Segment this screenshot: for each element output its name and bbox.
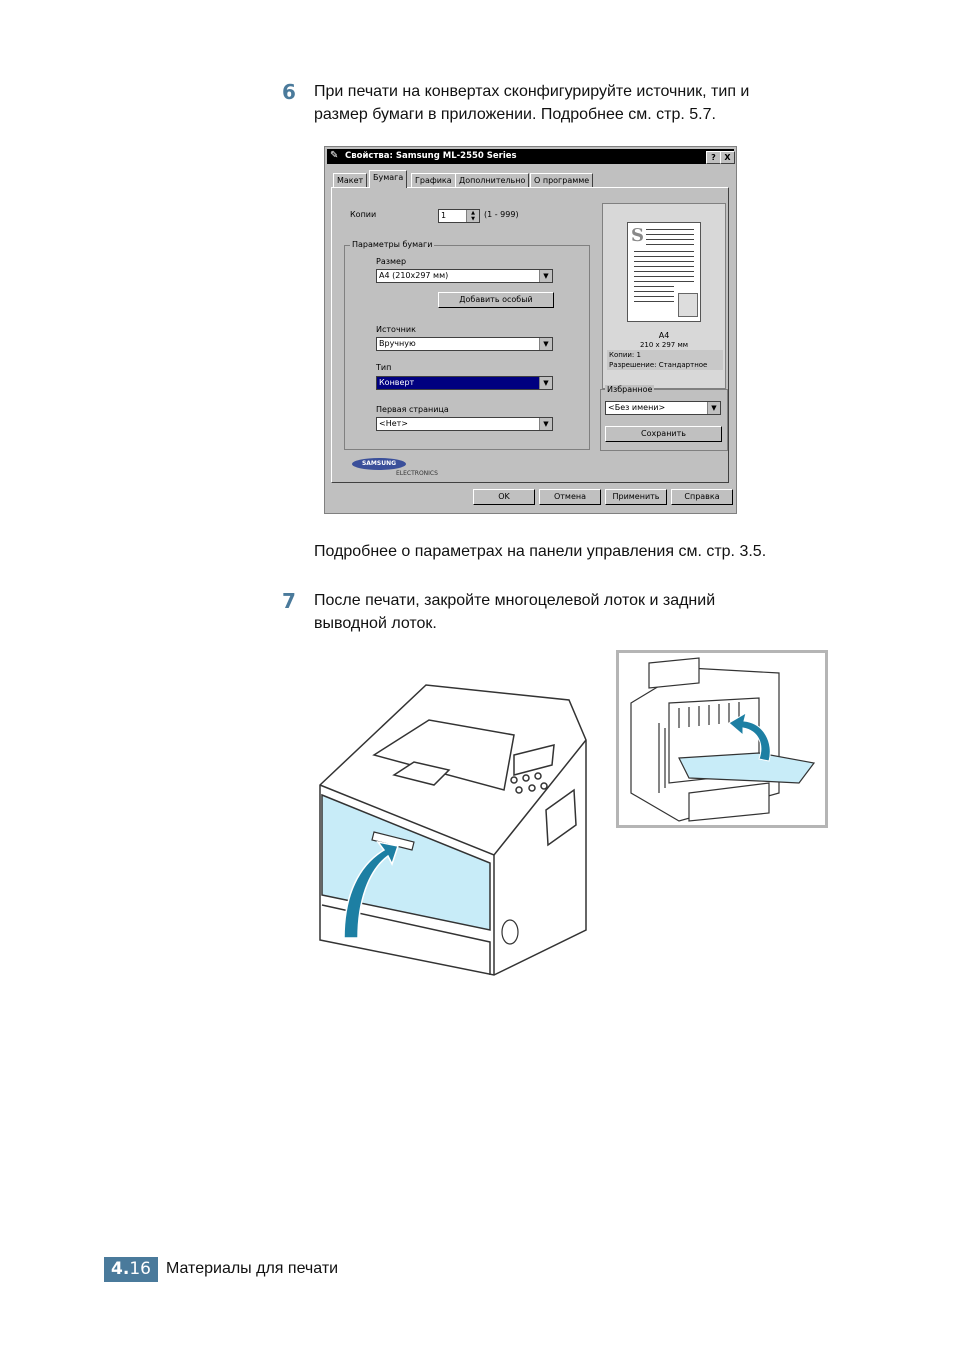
printer-icon: ✎	[330, 150, 339, 161]
copies-spinner[interactable]	[438, 209, 480, 223]
source-dropdown[interactable]	[376, 337, 553, 351]
ok-button[interactable]: OK	[473, 489, 535, 505]
reference-note: Подробнее о параметрах на панели управления см. стр. 3.5.	[314, 543, 767, 560]
chevron-down-icon[interactable]: ▼	[539, 270, 552, 282]
section-title: Материалы для печати	[166, 1260, 339, 1277]
step7-line1: После печати, закройте многоцелевой лоток и задний	[314, 592, 716, 609]
size-dropdown[interactable]	[376, 269, 553, 283]
step6-line2: размер бумаги в приложении. Подробнее см. стр. 5.7.	[314, 106, 716, 123]
type-value: Конверт	[379, 378, 415, 387]
step-number-7: 7	[282, 589, 296, 613]
source-label: Источник	[376, 325, 416, 334]
favorites-label: Избранное	[607, 385, 653, 394]
chevron-down-icon[interactable]: ▼	[539, 418, 552, 430]
type-dropdown[interactable]	[376, 376, 553, 390]
samsung-electronics-text: ELECTRONICS	[396, 470, 438, 477]
size-label: Размер	[376, 257, 407, 266]
printer-rear-frame	[616, 650, 828, 828]
printer-front-illustration	[314, 680, 590, 980]
paper-tab-panel	[331, 187, 729, 483]
apply-button[interactable]: Применить	[605, 489, 667, 505]
copies-value: 1	[441, 211, 447, 220]
chevron-down-icon[interactable]: ▼	[539, 338, 552, 350]
page-chapter: 4.	[111, 1259, 130, 1279]
samsung-logo: SAMSUNG	[352, 458, 406, 470]
first-page-value: <Нет>	[379, 419, 409, 428]
chart-thumbnail-icon	[678, 293, 698, 317]
size-value: A4 (210x297 мм)	[379, 271, 449, 280]
paper-options-label: Параметры бумаги	[352, 240, 433, 249]
tab-graphics[interactable]: Графика	[411, 173, 456, 187]
preview-size-name: A4	[658, 331, 670, 340]
save-button[interactable]: Сохранить	[605, 426, 722, 442]
rear-output-tray	[679, 753, 814, 783]
preview-size-dims: 210 x 297 мм	[639, 341, 689, 349]
step-number-6: 6	[282, 80, 296, 104]
add-custom-button[interactable]: Добавить особый	[438, 292, 554, 308]
step7-line2: выводной лоток.	[314, 615, 437, 632]
favorites-value: <Без имени>	[608, 403, 666, 412]
cancel-button[interactable]: Отмена	[539, 489, 601, 505]
paper-preview	[602, 203, 726, 389]
favorites-dropdown[interactable]	[605, 401, 721, 415]
step7-text	[314, 589, 834, 635]
preview-copies: Копии: 1	[609, 351, 641, 359]
close-button[interactable]: X	[720, 151, 735, 164]
first-page-label: Первая страница	[376, 405, 449, 414]
page-number-badge	[104, 1257, 158, 1282]
step6-line1: При печати на конвертах сконфигурируйте источник, тип и	[314, 83, 750, 100]
dialog-title: Свойства: Samsung ML-2550 Series	[345, 151, 517, 161]
type-label: Тип	[376, 363, 392, 372]
dialog-titlebar	[327, 149, 734, 164]
chevron-down-icon[interactable]: ▼	[707, 402, 720, 414]
page-preview-icon	[627, 222, 701, 322]
tab-paper[interactable]: Бумага	[369, 170, 407, 188]
help-button[interactable]: Справка	[671, 489, 733, 505]
source-value: Вручную	[379, 339, 416, 348]
printer-properties-dialog	[324, 146, 737, 514]
copies-label: Копии	[350, 210, 377, 219]
printer-rear-illustration	[619, 653, 825, 825]
tab-layout[interactable]: Макет	[333, 173, 367, 187]
preview-resolution: Разрешение: Стандартное	[609, 361, 708, 369]
tab-advanced[interactable]: Дополнительно	[455, 173, 529, 187]
help-title-button[interactable]: ?	[706, 151, 721, 164]
tab-about[interactable]: О программе	[530, 173, 593, 187]
first-page-dropdown[interactable]	[376, 417, 553, 431]
step6-text	[314, 80, 834, 126]
samsung-s-logo: S	[631, 225, 644, 246]
chevron-down-icon[interactable]: ▼	[539, 377, 552, 389]
spin-arrows-icon[interactable]: ▲ ▼	[466, 210, 479, 222]
page-num: 16	[129, 1259, 151, 1279]
copies-range: (1 - 999)	[484, 210, 519, 219]
